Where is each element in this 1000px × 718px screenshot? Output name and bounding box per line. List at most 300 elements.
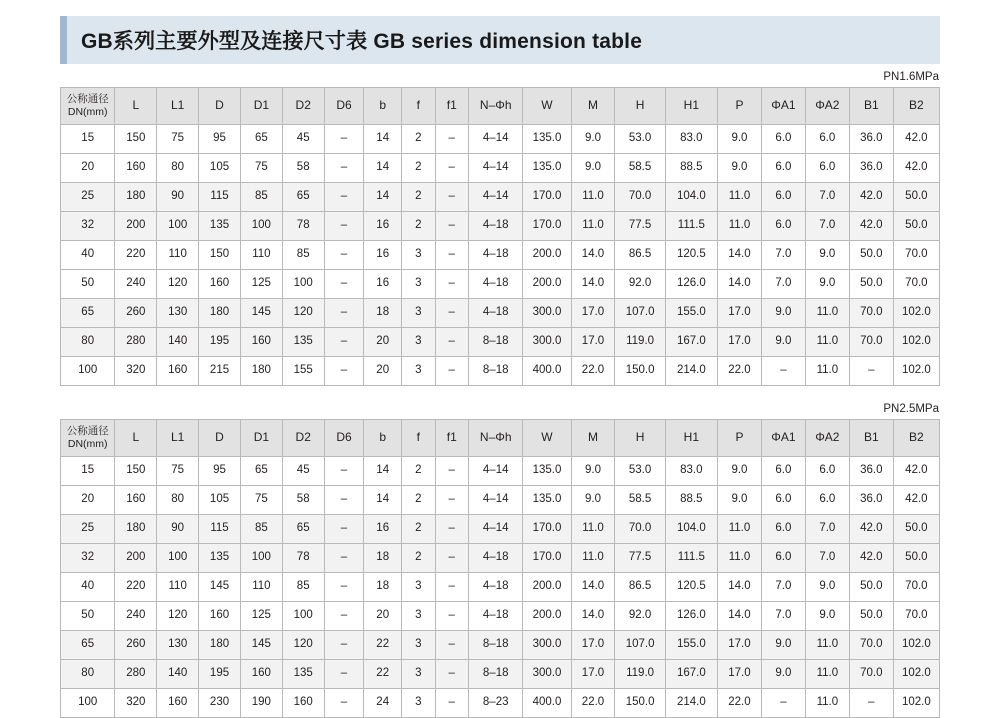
cell-value: –: [849, 689, 893, 718]
cell-value: –: [324, 125, 364, 154]
column-header: L: [115, 420, 157, 457]
cell-value: –: [435, 299, 468, 328]
cell-value: 160: [115, 486, 157, 515]
cell-value: 70.0: [849, 299, 893, 328]
cell-value: –: [435, 241, 468, 270]
cell-value: 20: [364, 328, 402, 357]
cell-value: 70.0: [893, 573, 939, 602]
cell-value: 6.0: [761, 125, 805, 154]
cell-value: 300.0: [523, 660, 571, 689]
cell-value: 120.5: [665, 241, 717, 270]
cell-value: 126.0: [665, 602, 717, 631]
cell-value: 3: [402, 241, 435, 270]
cell-value: 58.5: [615, 154, 665, 183]
cell-value: –: [324, 486, 364, 515]
cell-dn: 25: [61, 515, 115, 544]
cell-value: 7.0: [805, 212, 849, 241]
cell-value: 135: [199, 544, 241, 573]
cell-value: 105: [199, 486, 241, 515]
cell-value: 50.0: [849, 602, 893, 631]
cell-value: 180: [115, 183, 157, 212]
cell-value: 107.0: [615, 299, 665, 328]
page-title: GB系列主要外型及连接尺寸表 GB series dimension table: [81, 30, 643, 53]
cell-value: 200.0: [523, 241, 571, 270]
cell-value: 200.0: [523, 573, 571, 602]
cell-value: 100: [240, 544, 282, 573]
table-row: [61, 183, 940, 212]
cell-value: 102.0: [893, 631, 939, 660]
cell-value: 11.0: [571, 515, 615, 544]
cell-value: 150: [115, 457, 157, 486]
cell-value: 83.0: [665, 457, 717, 486]
column-header: B1: [849, 88, 893, 125]
column-header: W: [523, 88, 571, 125]
cell-value: 240: [115, 602, 157, 631]
cell-value: 9.0: [718, 486, 762, 515]
column-header: D: [199, 420, 241, 457]
cell-value: 17.0: [718, 660, 762, 689]
cell-value: 6.0: [805, 486, 849, 515]
cell-value: 42.0: [893, 486, 939, 515]
cell-value: –: [324, 515, 364, 544]
column-header-dn: [61, 88, 115, 125]
cell-value: –: [324, 689, 364, 718]
cell-value: 200.0: [523, 602, 571, 631]
cell-value: –: [435, 689, 468, 718]
cell-value: 111.5: [665, 212, 717, 241]
table-row: [61, 631, 940, 660]
cell-value: 300.0: [523, 328, 571, 357]
cell-value: 7.0: [761, 241, 805, 270]
cell-value: 70.0: [849, 631, 893, 660]
cell-value: 16: [364, 241, 402, 270]
cell-value: 14.0: [571, 241, 615, 270]
cell-value: 14.0: [718, 602, 762, 631]
cell-value: 3: [402, 602, 435, 631]
cell-value: 6.0: [761, 154, 805, 183]
cell-value: –: [435, 486, 468, 515]
cell-value: 120: [282, 299, 324, 328]
cell-value: 86.5: [615, 241, 665, 270]
dimension-table-pn16: [60, 87, 940, 386]
column-header: ΦA1: [761, 88, 805, 125]
cell-value: –: [435, 357, 468, 386]
cell-value: 4–14: [469, 486, 523, 515]
cell-value: 42.0: [893, 154, 939, 183]
cell-value: 7.0: [805, 515, 849, 544]
cell-value: 102.0: [893, 299, 939, 328]
cell-value: 195: [199, 660, 241, 689]
table-block-pn16: [60, 66, 940, 386]
cell-value: 6.0: [761, 544, 805, 573]
cell-dn: 25: [61, 183, 115, 212]
cell-value: 75: [240, 154, 282, 183]
cell-value: 8–18: [469, 328, 523, 357]
cell-value: 135.0: [523, 154, 571, 183]
cell-value: 160: [282, 689, 324, 718]
cell-value: 7.0: [805, 544, 849, 573]
cell-value: 105: [199, 154, 241, 183]
cell-dn: 40: [61, 241, 115, 270]
cell-dn: 65: [61, 299, 115, 328]
cell-value: 95: [199, 125, 241, 154]
column-header: M: [571, 88, 615, 125]
column-header: f1: [435, 88, 468, 125]
cell-dn: 20: [61, 154, 115, 183]
cell-value: 102.0: [893, 328, 939, 357]
cell-value: 86.5: [615, 573, 665, 602]
cell-value: 214.0: [665, 357, 717, 386]
cell-value: 77.5: [615, 544, 665, 573]
cell-value: 42.0: [893, 457, 939, 486]
cell-value: –: [324, 602, 364, 631]
cell-value: 230: [199, 689, 241, 718]
cell-value: 150.0: [615, 357, 665, 386]
cell-value: –: [435, 328, 468, 357]
cell-value: 45: [282, 457, 324, 486]
cell-value: 160: [240, 660, 282, 689]
cell-value: 22.0: [571, 689, 615, 718]
table-row: [61, 154, 940, 183]
cell-value: 18: [364, 544, 402, 573]
cell-value: 50.0: [849, 573, 893, 602]
cell-value: 215: [199, 357, 241, 386]
cell-value: 4–18: [469, 602, 523, 631]
cell-dn: 32: [61, 544, 115, 573]
cell-value: 16: [364, 270, 402, 299]
table-row: [61, 212, 940, 241]
column-header: f: [402, 88, 435, 125]
cell-dn: 50: [61, 602, 115, 631]
cell-value: 145: [240, 299, 282, 328]
cell-value: 90: [157, 515, 199, 544]
cell-value: –: [324, 154, 364, 183]
table-body-pn16: [61, 125, 940, 386]
cell-value: 155.0: [665, 631, 717, 660]
table-row: [61, 486, 940, 515]
cell-value: 92.0: [615, 270, 665, 299]
column-header: f1: [435, 420, 468, 457]
cell-value: 180: [240, 357, 282, 386]
cell-value: 14.0: [718, 573, 762, 602]
column-header: H1: [665, 420, 717, 457]
table-row: [61, 660, 940, 689]
column-header: D2: [282, 420, 324, 457]
cell-value: –: [324, 357, 364, 386]
cell-value: 190: [240, 689, 282, 718]
cell-value: 14: [364, 125, 402, 154]
cell-value: 135.0: [523, 125, 571, 154]
document-page: [0, 16, 1000, 709]
cell-value: 7.0: [761, 602, 805, 631]
table-row: [61, 689, 940, 718]
cell-value: 9.0: [571, 486, 615, 515]
cell-value: 65: [282, 515, 324, 544]
cell-value: 170.0: [523, 183, 571, 212]
cell-value: 9.0: [718, 457, 762, 486]
cell-value: 102.0: [893, 357, 939, 386]
cell-value: 11.0: [805, 299, 849, 328]
cell-value: 45: [282, 125, 324, 154]
cell-value: 70.0: [615, 515, 665, 544]
cell-value: 20: [364, 602, 402, 631]
cell-value: 100: [282, 270, 324, 299]
cell-value: 58: [282, 154, 324, 183]
table-row: [61, 515, 940, 544]
cell-value: –: [324, 573, 364, 602]
cell-value: 22.0: [718, 689, 762, 718]
cell-value: 195: [199, 328, 241, 357]
cell-value: 125: [240, 270, 282, 299]
cell-value: –: [761, 689, 805, 718]
cell-value: 100: [282, 602, 324, 631]
cell-value: 3: [402, 573, 435, 602]
column-header: B2: [893, 88, 939, 125]
cell-value: 11.0: [718, 515, 762, 544]
cell-value: –: [324, 270, 364, 299]
cell-value: 85: [282, 241, 324, 270]
cell-value: 14: [364, 154, 402, 183]
table-row: [61, 125, 940, 154]
table-row: [61, 328, 940, 357]
cell-dn: 20: [61, 486, 115, 515]
cell-value: 6.0: [761, 183, 805, 212]
pressure-label-pn16: PN1.6MPa: [883, 71, 939, 83]
cell-value: 2: [402, 154, 435, 183]
column-header: H: [615, 420, 665, 457]
cell-value: 100: [157, 212, 199, 241]
cell-value: 240: [115, 270, 157, 299]
cell-value: –: [435, 183, 468, 212]
table-row: [61, 602, 940, 631]
column-header-dn-line1: 公称通径: [66, 92, 109, 105]
cell-value: 4–18: [469, 299, 523, 328]
cell-value: 8–18: [469, 631, 523, 660]
cell-value: 18: [364, 573, 402, 602]
cell-value: 17.0: [718, 299, 762, 328]
cell-value: 2: [402, 125, 435, 154]
column-header: D: [199, 88, 241, 125]
cell-value: 50.0: [849, 241, 893, 270]
cell-value: –: [324, 299, 364, 328]
cell-dn: 32: [61, 212, 115, 241]
cell-value: –: [761, 357, 805, 386]
table-row: [61, 241, 940, 270]
column-header: P: [718, 88, 762, 125]
cell-dn: 65: [61, 631, 115, 660]
cell-value: 17.0: [571, 299, 615, 328]
cell-value: 9.0: [571, 125, 615, 154]
cell-value: 170.0: [523, 544, 571, 573]
cell-value: 2: [402, 544, 435, 573]
cell-value: 16: [364, 515, 402, 544]
cell-value: 260: [115, 631, 157, 660]
cell-dn: 15: [61, 457, 115, 486]
cell-value: 6.0: [761, 515, 805, 544]
cell-value: 8–23: [469, 689, 523, 718]
cell-value: 2: [402, 183, 435, 212]
column-header: B2: [893, 420, 939, 457]
cell-value: 2: [402, 486, 435, 515]
cell-value: 180: [199, 299, 241, 328]
cell-value: 320: [115, 357, 157, 386]
cell-value: 4–14: [469, 183, 523, 212]
column-header: P: [718, 420, 762, 457]
cell-value: 3: [402, 270, 435, 299]
cell-value: 90: [157, 183, 199, 212]
cell-value: 102.0: [893, 660, 939, 689]
cell-value: –: [435, 457, 468, 486]
cell-value: 9.0: [761, 299, 805, 328]
cell-value: 180: [115, 515, 157, 544]
cell-value: 4–14: [469, 125, 523, 154]
cell-value: 88.5: [665, 486, 717, 515]
cell-value: 42.0: [849, 544, 893, 573]
cell-value: 16: [364, 212, 402, 241]
cell-value: 4–14: [469, 457, 523, 486]
cell-value: 120: [157, 602, 199, 631]
cell-value: 75: [157, 125, 199, 154]
title-accent-bar: [60, 16, 67, 64]
cell-value: 100: [157, 544, 199, 573]
cell-value: 50.0: [893, 515, 939, 544]
cell-value: –: [324, 660, 364, 689]
cell-value: 14: [364, 183, 402, 212]
cell-value: 9.0: [805, 241, 849, 270]
cell-value: 70.0: [849, 660, 893, 689]
cell-value: –: [435, 660, 468, 689]
cell-value: 320: [115, 689, 157, 718]
cell-value: 14.0: [718, 270, 762, 299]
cell-value: 50.0: [893, 183, 939, 212]
cell-value: 83.0: [665, 125, 717, 154]
cell-value: 14: [364, 486, 402, 515]
cell-dn: 50: [61, 270, 115, 299]
cell-value: 70.0: [893, 241, 939, 270]
cell-value: 100: [240, 212, 282, 241]
column-header: D2: [282, 88, 324, 125]
cell-value: –: [435, 270, 468, 299]
cell-value: 9.0: [805, 573, 849, 602]
cell-value: –: [324, 631, 364, 660]
cell-value: 104.0: [665, 515, 717, 544]
cell-value: 36.0: [849, 154, 893, 183]
cell-value: 75: [157, 457, 199, 486]
cell-value: 42.0: [849, 212, 893, 241]
cell-value: 78: [282, 212, 324, 241]
column-header: D6: [324, 88, 364, 125]
cell-value: 75: [240, 486, 282, 515]
cell-value: 200: [115, 544, 157, 573]
cell-value: 200: [115, 212, 157, 241]
cell-value: 160: [157, 689, 199, 718]
block-spacer: [60, 386, 940, 396]
cell-value: 78: [282, 544, 324, 573]
table-row: [61, 270, 940, 299]
cell-value: 14.0: [571, 602, 615, 631]
cell-value: 36.0: [849, 125, 893, 154]
cell-value: 110: [240, 573, 282, 602]
cell-value: 160: [115, 154, 157, 183]
cell-value: 3: [402, 357, 435, 386]
cell-value: 120.5: [665, 573, 717, 602]
cell-value: 260: [115, 299, 157, 328]
cell-value: 80: [157, 486, 199, 515]
cell-dn: 40: [61, 573, 115, 602]
cell-value: 42.0: [849, 515, 893, 544]
cell-value: 2: [402, 212, 435, 241]
cell-value: 9.0: [571, 154, 615, 183]
cell-value: 120: [157, 270, 199, 299]
cell-value: 9.0: [805, 270, 849, 299]
cell-value: 2: [402, 515, 435, 544]
cell-value: 125: [240, 602, 282, 631]
cell-value: –: [435, 515, 468, 544]
cell-value: 11.0: [571, 544, 615, 573]
cell-value: 14.0: [571, 573, 615, 602]
cell-value: 24: [364, 689, 402, 718]
cell-value: 14.0: [718, 241, 762, 270]
cell-value: 104.0: [665, 183, 717, 212]
cell-value: 17.0: [571, 328, 615, 357]
cell-value: 18: [364, 299, 402, 328]
table-row: [61, 544, 940, 573]
cell-value: 14.0: [571, 270, 615, 299]
cell-value: 145: [240, 631, 282, 660]
cell-value: 11.0: [805, 689, 849, 718]
cell-value: –: [435, 212, 468, 241]
cell-value: 155.0: [665, 299, 717, 328]
cell-value: 4–18: [469, 270, 523, 299]
cell-value: 9.0: [718, 154, 762, 183]
cell-value: 160: [199, 602, 241, 631]
cell-value: 17.0: [571, 660, 615, 689]
cell-value: 70.0: [849, 328, 893, 357]
cell-value: 65: [240, 457, 282, 486]
column-header: b: [364, 88, 402, 125]
cell-value: 119.0: [615, 660, 665, 689]
cell-value: 160: [199, 270, 241, 299]
cell-value: 58: [282, 486, 324, 515]
cell-value: –: [435, 544, 468, 573]
cell-value: 120: [282, 631, 324, 660]
cell-value: 11.0: [718, 544, 762, 573]
cell-value: 135: [199, 212, 241, 241]
cell-value: 50.0: [849, 270, 893, 299]
cell-value: 4–18: [469, 212, 523, 241]
cell-value: 160: [157, 357, 199, 386]
cell-value: 22: [364, 660, 402, 689]
column-header: H: [615, 88, 665, 125]
cell-value: 11.0: [571, 212, 615, 241]
cell-value: 3: [402, 299, 435, 328]
cell-dn: 15: [61, 125, 115, 154]
column-header: H1: [665, 88, 717, 125]
cell-value: 167.0: [665, 660, 717, 689]
cell-value: 7.0: [761, 573, 805, 602]
cell-value: 65: [282, 183, 324, 212]
column-header: f: [402, 420, 435, 457]
cell-value: –: [324, 241, 364, 270]
cell-value: 167.0: [665, 328, 717, 357]
cell-value: 77.5: [615, 212, 665, 241]
cell-value: 4–14: [469, 154, 523, 183]
cell-value: 110: [157, 241, 199, 270]
cell-value: 95: [199, 457, 241, 486]
column-header: b: [364, 420, 402, 457]
cell-value: –: [435, 573, 468, 602]
cell-value: 300.0: [523, 631, 571, 660]
